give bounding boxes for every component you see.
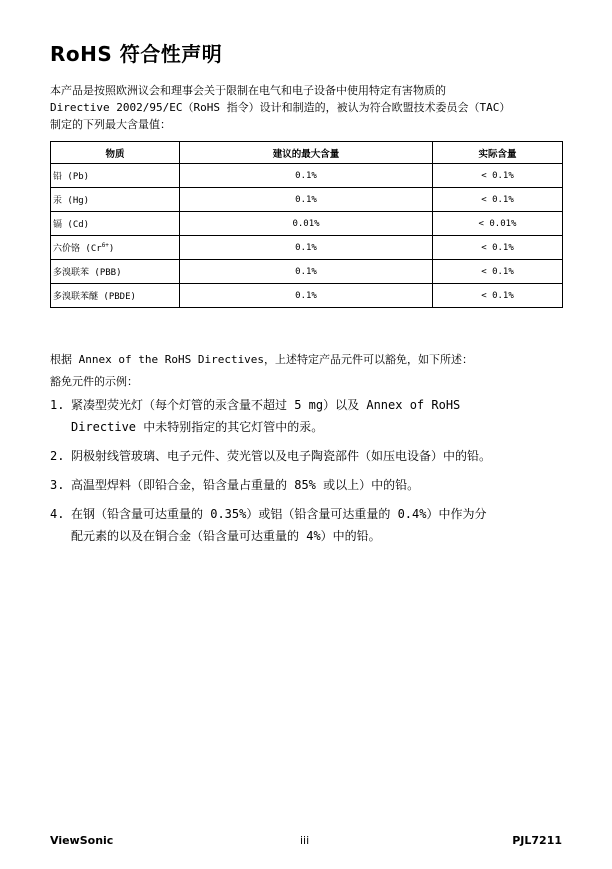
footer-page-number: iii <box>300 834 310 847</box>
list-item <box>50 445 570 467</box>
header-substance: 物质 <box>51 142 180 164</box>
list-line: 配元素的以及在铜合金（铅含量可达重量的 4%）中的铅。 <box>71 529 381 543</box>
substance-text-end: ) <box>108 244 115 254</box>
substance-cell: 汞 (Hg) <box>51 188 180 212</box>
actual-content-cell: < 0.1% <box>433 164 563 188</box>
actual-content-cell: < 0.1% <box>433 260 563 284</box>
list-number: 4. <box>50 507 65 521</box>
list-line: 阴极射线管玻璃、电子元件、荧光管以及电子陶瓷部件（如压电设备）中的铅。 <box>71 449 492 463</box>
header-max-content: 建议的最大含量 <box>180 142 433 164</box>
intro-line: 本产品是按照欧洲议会和理事会关于限制在电气和电子设备中使用特定有害物质的 <box>50 84 446 97</box>
list-line: Directive 中未特别指定的其它灯管中的汞。 <box>71 420 324 434</box>
intro-line: Directive 2002/95/EC（RoHS 指令）设计和制造的，被认为符合欧盟技术委员会（TAC） <box>50 101 511 114</box>
note-line: 豁免元件的示例： <box>50 375 138 388</box>
list-number: 3. <box>50 478 65 492</box>
actual-content-cell: < 0.1% <box>433 236 563 260</box>
max-content-cell: 0.01% <box>180 212 433 236</box>
max-content-cell: 0.1% <box>180 284 433 308</box>
substance-text: 六价铬 (Cr <box>53 244 102 254</box>
substance-cell: 多溴联苯醚 (PBDE) <box>51 284 180 308</box>
list-number: 1. <box>50 398 65 412</box>
list-item <box>50 503 570 547</box>
list-line: 高温型焊料（即铅合金，铅含量占重量的 85% 或以上）中的铅。 <box>71 478 420 492</box>
table-row <box>51 164 563 188</box>
table-row <box>51 188 563 212</box>
header-actual-content: 实际含量 <box>433 142 563 164</box>
substance-cell: 铅 (Pb) <box>51 164 180 188</box>
intro-paragraph <box>50 82 570 133</box>
list-item <box>50 474 570 496</box>
max-content-cell: 0.1% <box>180 236 433 260</box>
actual-content-cell: < 0.01% <box>433 212 563 236</box>
table-row <box>51 284 563 308</box>
actual-content-cell: < 0.1% <box>433 188 563 212</box>
note-line: 根据 Annex of the RoHS Directives，上述特定产品元件可以豁免，如下所述： <box>50 353 474 366</box>
list-line: 在钢（铅含量可达重量的 0.35%）或铝（铅含量可达重量的 0.4%）中作为分 <box>71 507 487 521</box>
exemption-note <box>50 349 570 393</box>
exemption-list <box>50 394 570 547</box>
actual-content-cell: < 0.1% <box>433 284 563 308</box>
intro-line: 制定的下列最大含量值： <box>50 118 171 131</box>
max-content-cell: 0.1% <box>180 260 433 284</box>
list-number: 2. <box>50 449 65 463</box>
list-line: 紧凑型荧光灯（每个灯管的汞含量不超过 5 mg）以及 Annex of RoHS <box>71 398 461 412</box>
list-item <box>50 394 570 438</box>
substance-cell: 镉 (Cd) <box>51 212 180 236</box>
table-row <box>51 260 563 284</box>
substance-cell <box>51 236 180 260</box>
footer-brand: ViewSonic <box>50 834 114 847</box>
substance-table <box>50 141 563 308</box>
table-header-row <box>51 142 563 164</box>
substance-cell: 多溴联苯 (PBB) <box>51 260 180 284</box>
page-title: RoHS 符合性声明 <box>50 42 223 66</box>
footer-model: PJL7211 <box>512 834 562 847</box>
table-row <box>51 236 563 260</box>
max-content-cell: 0.1% <box>180 188 433 212</box>
superscript: 6+ <box>101 242 109 249</box>
max-content-cell: 0.1% <box>180 164 433 188</box>
table-row <box>51 212 563 236</box>
